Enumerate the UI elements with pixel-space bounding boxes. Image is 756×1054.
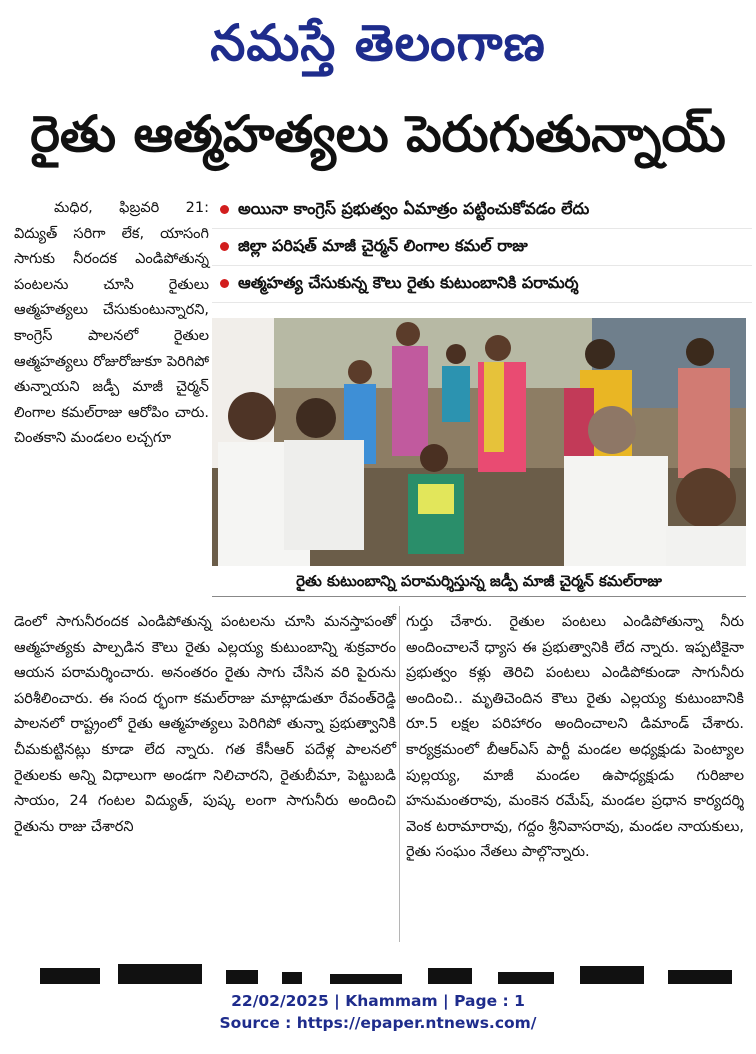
highlight-bullet: అయినా కాంగ్రెస్ ప్రభుత్వం ఏమాత్రం పట్టించుకోవడం లేదు xyxy=(212,192,752,229)
news-photo xyxy=(212,318,746,566)
column-divider xyxy=(399,606,400,942)
masthead-title: నమస్తే తెలంగాణ xyxy=(210,14,546,72)
highlight-bullet: ఆత్మహత్య చేసుకున్న కౌలు రైతు కుటుంబానికి పరామర్శ xyxy=(212,266,752,303)
footer-date-edition: 22/02/2025 | Khammam | Page : 1 xyxy=(231,992,525,1010)
photo-caption: రైతు కుటుంబాన్ని పరామర్శిస్తున్న జడ్పీ మాజీ చైర్మన్ కమల్‌రాజు xyxy=(212,566,746,597)
footer-source-link[interactable]: Source : https://epaper.ntnews.com/ xyxy=(219,1014,537,1032)
page-footer xyxy=(0,990,756,1034)
article-intro-column xyxy=(14,196,209,452)
article-column-right xyxy=(406,610,744,866)
article-column-left xyxy=(14,610,396,840)
highlight-bullet: జిల్లా పరిషత్ మాజీ చైర్మన్ లింగాల కమల్ రాజు xyxy=(212,229,752,266)
next-article-cutoff xyxy=(0,962,756,984)
article-intro-text: మధిర, ఫిబ్రవరి 21: విద్యుత్ సరిగా లేక, యాసంగి సాగుకు నీరందక ఎండిపోతున్న పంటలను చూసి రైతులు ఆత్మహత్యలు చేసుకుంటున్నారని, కాంగ్రెస్ పాలనలో రైతుల ఆత్మహత్యలు రోజురోజుకూ పెరిగిపో తున్నాయని జడ్పీ మాజీ చైర్మన్ లింగాల కమల్‌రాజు ఆరోపిం చారు. చింతకాని మండలం లచ్చగూ xyxy=(14,200,209,447)
article-body-right: గుర్తు చేశారు. రైతుల పంటలు ఎండిపోతున్నా నీరు అందించాలనే ధ్యాస ఈ ప్రభుత్వానికి లేద న్నారు. ఇప్పటికైనా ప్రభుత్వం కళ్లు తెరిచి పంటలు ఎండిపోకుండా సాగునీరు అందించి.. మృతిచెందిన కౌలు రైతు ఎల్లయ్య కుటుంబానికి రూ.5 లక్షల పరిహారం అందించాలని డిమాండ్ చేశారు. కార్యక్రమంలో బీఆర్‌ఎస్ పార్టీ మండల అధ్యక్షుడు పెంట్యాల పుల్లయ్య, మాజీ మండల ఉపాధ్యక్షుడు గురిజాల హనుమంతరావు, మంకెన రమేష్, మండల ప్రధాన కార్యదర్శి వెంక టరామారావు, గద్దం శ్రీనివాసరావు, మండల నాయకులు, రైతు సంఘం నేతలు పాల్గొన్నారు. xyxy=(406,614,744,861)
highlight-bullets xyxy=(212,192,752,303)
article-headline: రైతు ఆత్మహత్యలు పెరుగుతున్నాయ్ xyxy=(30,105,726,163)
news-photo-illustration xyxy=(212,318,746,566)
cutoff-headline-fragment xyxy=(0,962,756,984)
article-body-left: డెంలో సాగునీరందక ఎండిపోతున్న పంటలను చూసి మనస్తాపంతో ఆత్మహత్యకు పాల్పడిన కౌలు రైతు ఎల్లయ్య కుటుంబాన్ని శుక్రవారం ఆయన పరామర్శించారు. అనంతరం రైతు సాగు చేసిన వరి పైరును పరిశీలించారు. ఈ సంద ర్భంగా కమల్‌రాజు మాట్లాడుతూ రేవంత్‌రెడ్డి పాలనలో రాష్ట్రంలో రైతు ఆత్మహత్యలు పెరిగిపో తున్నా ప్రభుత్వానికి చీమకుట్టినట్లు కూడా లేద న్నారు. గత కేసీఆర్ పదేళ్ల పాలనలో రైతులకు అన్ని విధాలుగా అండగా నిలిచారని, రైతుబీమా, పెట్టుబడి సాయం, 24 గంటల విద్యుత్, పుష్క లంగా సాగునీరు అందించి రైతును రాజు చేశారని xyxy=(14,614,396,835)
